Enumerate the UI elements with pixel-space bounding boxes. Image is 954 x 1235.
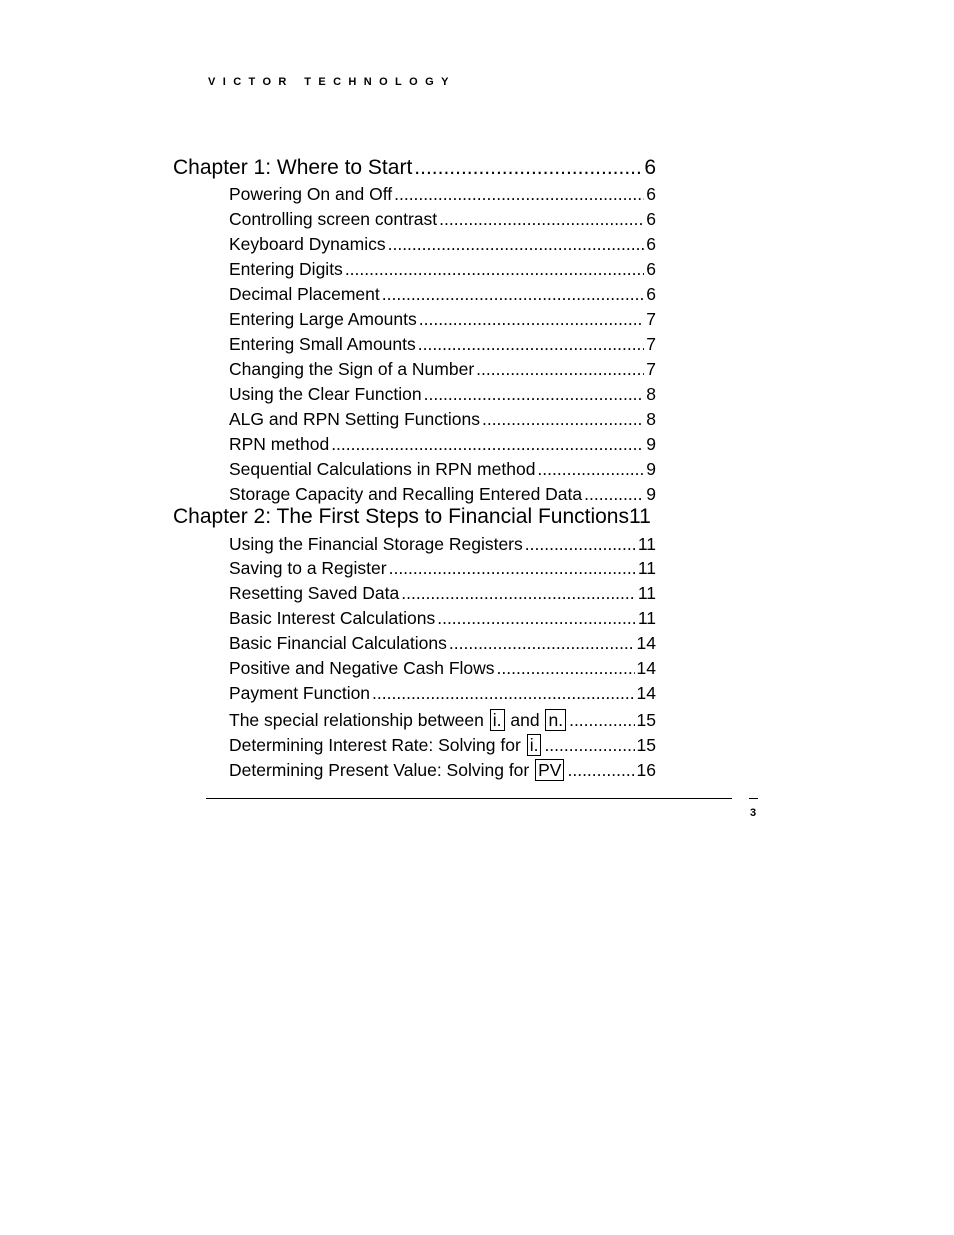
dot-leader: [482, 411, 644, 429]
toc-entry: [229, 461, 656, 479]
toc-entry: [229, 411, 656, 429]
toc-page-number: 6: [644, 156, 656, 179]
toc-chapter-1: [173, 157, 656, 178]
key-i-boxed: i.: [527, 734, 542, 756]
toc-entry-title: [229, 709, 567, 731]
toc-entry-title: Saving to a Register: [229, 558, 387, 578]
toc-page-number: 6: [646, 234, 656, 254]
toc-entry: [229, 635, 656, 653]
dot-leader: [537, 461, 644, 479]
toc-page-number: 6: [646, 259, 656, 279]
toc-entry: [229, 734, 656, 756]
dot-leader: [419, 311, 645, 329]
toc-page-number: 9: [646, 484, 656, 504]
toc-entry-title: [229, 734, 542, 756]
toc-entry-title-prefix: The special relationship between: [229, 710, 484, 730]
toc-entry-title: Powering On and Off: [229, 184, 393, 204]
toc-chapter-title: Chapter 2: The First Steps to Financial Functions: [173, 505, 629, 528]
toc-entry: [229, 386, 656, 404]
toc-entry-title: Using the Financial Storage Registers: [229, 534, 523, 554]
toc-chapter-2: [173, 506, 683, 527]
toc-entry: [229, 660, 656, 678]
toc-page-number: 8: [646, 409, 656, 429]
dot-leader: [418, 336, 645, 354]
toc-entry-title: Sequential Calculations in RPN method: [229, 459, 536, 479]
toc-entry-title: Using the Clear Function: [229, 384, 422, 404]
toc-page-number: 14: [636, 633, 656, 653]
toc-page-number: 7: [646, 359, 656, 379]
dot-leader: [449, 635, 635, 653]
dot-leader: [569, 712, 634, 730]
toc-page-number: 11: [637, 608, 656, 628]
toc-entry-title: Entering Large Amounts: [229, 309, 417, 329]
toc-entry: [229, 311, 656, 329]
toc-entry-title: Entering Small Amounts: [229, 334, 416, 354]
toc-page-number: 11: [637, 558, 656, 578]
toc-entry: [229, 211, 656, 229]
toc-page-number: 6: [646, 209, 656, 229]
toc-entry-title: Payment Function: [229, 683, 371, 703]
toc-page-number: 8: [646, 384, 656, 404]
dot-leader: [476, 361, 644, 379]
dot-leader: [382, 286, 645, 304]
dot-leader: [394, 186, 644, 204]
toc-entry-title-prefix: Determining Present Value: Solving for: [229, 760, 530, 780]
toc-page-number: 11: [629, 505, 651, 528]
toc-entry: [229, 536, 656, 554]
footer-tick: [749, 798, 758, 799]
toc-page-number: 11: [637, 534, 656, 554]
dot-leader: [331, 436, 644, 454]
toc-entry: [229, 186, 656, 204]
key-pv-boxed: PV: [535, 759, 564, 781]
toc-chapter-title: Chapter 1: Where to Start: [173, 156, 413, 179]
toc-entry-title: Storage Capacity and Recalling Entered Data: [229, 484, 583, 504]
page-number: 3: [750, 807, 757, 819]
dot-leader: [439, 211, 644, 229]
toc-page-number: 6: [646, 284, 656, 304]
toc-entry-title: Decimal Placement: [229, 284, 380, 304]
toc-page-number: 14: [636, 658, 656, 678]
toc-entry: [229, 610, 656, 628]
toc-entry-title: Basic Interest Calculations: [229, 608, 436, 628]
toc-entry-title-middle: and: [510, 710, 540, 730]
dot-leader: [567, 762, 634, 780]
toc-entry: [229, 685, 656, 703]
toc-page-number: 11: [637, 583, 656, 603]
dot-leader: [525, 536, 636, 554]
dot-leader: [372, 685, 634, 703]
toc-page-number: 16: [636, 760, 656, 780]
toc-entry: [229, 560, 656, 578]
dot-leader: [401, 585, 636, 603]
toc-entry-title: Changing the Sign of a Number: [229, 359, 475, 379]
toc-entry-title: Controlling screen contrast: [229, 209, 438, 229]
key-i-boxed: i.: [490, 709, 505, 731]
toc-entry-title: Resetting Saved Data: [229, 583, 400, 603]
dot-leader: [437, 610, 636, 628]
toc-entry-title: Basic Financial Calculations: [229, 633, 447, 653]
dot-leader: [389, 560, 636, 578]
toc-entry-title-prefix: Determining Interest Rate: Solving for: [229, 735, 521, 755]
toc-page-number: 15: [636, 710, 656, 730]
toc-entry-title: Positive and Negative Cash Flows: [229, 658, 495, 678]
toc-page-number: 9: [646, 459, 656, 479]
toc-page-number: 14: [636, 683, 656, 703]
toc-page-number: 7: [646, 334, 656, 354]
dot-leader: [544, 737, 634, 755]
toc-entry: [229, 585, 656, 603]
toc-entry: [229, 261, 656, 279]
toc-entry: [229, 361, 656, 379]
toc-entry-title: Entering Digits: [229, 259, 343, 279]
toc-entry: [229, 236, 656, 254]
toc-entry-title: ALG and RPN Setting Functions: [229, 409, 480, 429]
toc-entry: [229, 286, 656, 304]
toc-entry: [229, 336, 656, 354]
dot-leader: [584, 486, 644, 504]
toc-page-number: 7: [646, 309, 656, 329]
key-n-boxed: n.: [545, 709, 566, 731]
dot-leader: [414, 157, 642, 178]
toc-entry-title: Keyboard Dynamics: [229, 234, 386, 254]
toc-page-number: 9: [646, 434, 656, 454]
footer-rule: [206, 798, 732, 799]
dot-leader: [388, 236, 645, 254]
toc-entry: [229, 759, 656, 781]
toc-entry: [229, 486, 656, 504]
toc-entry: [229, 436, 656, 454]
dot-leader: [424, 386, 645, 404]
toc-page-number: 15: [636, 735, 656, 755]
toc-entry-title: [229, 759, 565, 781]
toc-entry: [229, 709, 656, 731]
toc-page-number: 6: [646, 184, 656, 204]
dot-leader: [345, 261, 644, 279]
dot-leader: [497, 660, 635, 678]
running-header: VICTOR TECHNOLOGY: [208, 76, 456, 88]
toc-entry-title: RPN method: [229, 434, 330, 454]
